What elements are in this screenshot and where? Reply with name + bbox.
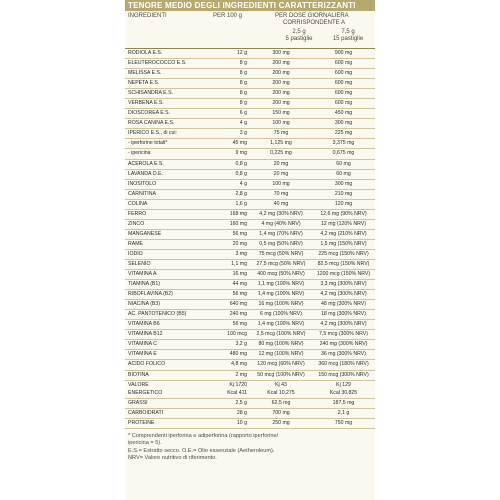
- ingredient-name: DIOSCOREA E.S.: [125, 109, 205, 119]
- header-ingredients: INGREDIENTI: [128, 13, 167, 19]
- per100-value: 3,2 g: [205, 340, 250, 350]
- ingredient-name: NIACINA (B3): [125, 300, 205, 310]
- ingredient-name: PROTEINE: [125, 418, 205, 428]
- ingredient-name: - ipericina: [125, 149, 205, 159]
- dose1-value: 200 mg: [250, 89, 312, 99]
- ingredient-name: ACEROLA E.S.: [125, 159, 205, 169]
- header-dose2-count: 15 pastiglie: [332, 36, 364, 42]
- ingredient-name: SELENIO: [125, 259, 205, 269]
- dose1-value: 50 mcg (100% NRV): [250, 370, 312, 380]
- dose2-value: 900 mg: [312, 49, 375, 59]
- dose2-value: 600 mg: [312, 89, 375, 99]
- per100-value: 10 g: [205, 418, 250, 428]
- dose1-value: 100 mg: [250, 119, 312, 129]
- dose2-value: 3,3 mg (300% NRV): [312, 280, 375, 290]
- ingredient-name: GRASSI: [125, 398, 205, 408]
- dose1-value: 20 mg: [250, 159, 312, 169]
- ingredient-name: MANGANESE: [125, 229, 205, 239]
- ingredient-name: ELEUTEROCOCCO E.S.: [125, 59, 205, 69]
- per100-value: 2,5 g: [205, 398, 250, 408]
- table-row: [125, 79, 375, 89]
- footnote-line: ipericina = 5).: [128, 440, 162, 447]
- table-row: [125, 199, 375, 209]
- per100-value: 3 mg: [205, 249, 250, 259]
- table-row: [125, 229, 375, 239]
- table-row: [125, 249, 375, 259]
- dose1-value: 2,5 mcg (100% NRV): [250, 330, 312, 340]
- table-row: [125, 209, 375, 219]
- dose2-value: 1200 mcg (150% NRV): [312, 270, 375, 280]
- header-dose2-amount: 7,5 g: [341, 29, 355, 35]
- per100-value: 8 g: [205, 99, 250, 109]
- dose1-value: 100 mg: [250, 179, 312, 189]
- ingredient-name: ROSA CANINA E.S.: [125, 119, 205, 129]
- table-row: [125, 149, 375, 159]
- table-row: [125, 119, 375, 129]
- per100-value: 4 g: [205, 179, 250, 189]
- ingredient-name: VITAMINA C: [125, 340, 205, 350]
- table-row: [125, 159, 375, 169]
- dose1-value: 6 mg (100% NRV): [250, 310, 312, 320]
- per100-value: 1,1 mg: [205, 259, 250, 269]
- ingredient-name: ACIDO FOLICO: [125, 360, 205, 370]
- per100-value: 20 mg: [205, 239, 250, 249]
- table-row: [125, 59, 375, 69]
- table-row: [125, 290, 375, 300]
- table-row: [125, 69, 375, 79]
- dose2-value: 225 mcg (150% NRV): [312, 249, 375, 259]
- ingredient-name: MELISSA E.S.: [125, 69, 205, 79]
- dose2-value: 600 mg: [312, 59, 375, 69]
- header-dose1-amount: 2,5 g: [292, 29, 306, 35]
- dose2-value: 82,5 mcg (150% NRV): [312, 259, 375, 269]
- dose2-value: 7,5 mcg (300% NRV): [312, 330, 375, 340]
- dose1-value: 4,2 mg (30% NRV): [250, 209, 312, 219]
- dose2-value: 600 mg: [312, 79, 375, 89]
- table-row: [125, 300, 375, 310]
- ingredient-name: RODIOLA E.S.: [125, 49, 205, 59]
- header-dose-line1: PER DOSE GIORNALIERA: [275, 13, 349, 19]
- dose2-value: 300 mg: [312, 119, 375, 129]
- table-row: [125, 418, 375, 428]
- footnote-line: NRV= Valore nutritivo di riferimento.: [128, 454, 217, 461]
- dose1-value: 40 mg: [250, 199, 312, 209]
- table-row: [125, 360, 375, 370]
- table-row: [125, 49, 375, 59]
- ingredient-name: VITAMINA B6: [125, 320, 205, 330]
- per100-value: 240 mg: [205, 310, 250, 320]
- energy-per100: Kj 1720 Kcal 411: [205, 380, 250, 398]
- ingredient-name: VERBENA E.S.: [125, 99, 205, 109]
- dose1-value: 0,5 mg (50% NRV): [250, 239, 312, 249]
- ingredient-name: TIAMINA (B1): [125, 280, 205, 290]
- per100-value: 16 mg: [205, 270, 250, 280]
- ingredient-name: IPERICO E.S., di cui:: [125, 129, 205, 139]
- dose1-value: 75 mcg (50% NRV): [250, 249, 312, 259]
- per100-value: 4 g: [205, 119, 250, 129]
- dose1-value: 300 mg: [250, 49, 312, 59]
- ingredient-name: LAVANDA O.E.: [125, 169, 205, 179]
- dose1-value: 400 mcg (50% NRV): [250, 270, 312, 280]
- dose2-value: 4,2 mg (300% NRV): [312, 320, 375, 330]
- header-per100: PER 100 g: [213, 13, 243, 19]
- dose2-value: 60 mg: [312, 159, 375, 169]
- ingredient-name: ZINCO: [125, 219, 205, 229]
- per100-value: 28 g: [205, 408, 250, 418]
- per100-value: 8 g: [205, 69, 250, 79]
- dose1-value: 1,1 mg (100% NRV): [250, 280, 312, 290]
- header-dose1-count: 5 pastiglie: [285, 36, 313, 42]
- dose2-value: 600 mg: [312, 69, 375, 79]
- header-dose-line2: CORRISPONDENTE A: [283, 20, 346, 26]
- dose1-value: 200 mg: [250, 69, 312, 79]
- dose2-value: 240 mg (300% NRV): [312, 340, 375, 350]
- dose1-value: 200 mg: [250, 99, 312, 109]
- dose2-value: 48 mg (300% NRV): [312, 300, 375, 310]
- per100-value: 9 mg: [205, 149, 250, 159]
- dose2-value: 12 mg (120% NRV): [312, 219, 375, 229]
- table-row: [125, 370, 375, 380]
- energy-name: VALORE ENERGETICO: [125, 380, 205, 398]
- footnotes: [125, 433, 375, 463]
- energy-dose2: Kj 129 Kcal 30,825: [312, 380, 375, 398]
- dose2-value: 4,2 mg (210% NRV): [312, 229, 375, 239]
- per100-value: 8 g: [205, 89, 250, 99]
- dose1-value: 70 mg: [250, 189, 312, 199]
- dose2-value: 300 mg: [312, 179, 375, 189]
- ingredient-name: COLINA: [125, 199, 205, 209]
- table-row: [125, 139, 375, 149]
- dose2-value: 750 mg: [312, 418, 375, 428]
- table-row: [125, 189, 375, 199]
- ingredient-name: AC. PANTOTENICO (B5): [125, 310, 205, 320]
- ingredient-name: RIBOFLAVINA (B2): [125, 290, 205, 300]
- dose1-value: 20 mg: [250, 169, 312, 179]
- ingredients-table: [125, 49, 375, 429]
- dose2-value: 120 mg: [312, 199, 375, 209]
- dose2-value: 3,375 mg: [312, 139, 375, 149]
- ingredient-name: VITAMINA E: [125, 350, 205, 360]
- dose1-value: 27,5 mcg (50% NRV): [250, 259, 312, 269]
- dose2-value: 360 mcg (180% NRV): [312, 360, 375, 370]
- dose1-value: 4 mg (40% NRV): [250, 219, 312, 229]
- ingredient-name: IODIO: [125, 249, 205, 259]
- per100-value: 12 g: [205, 49, 250, 59]
- table-row: [125, 340, 375, 350]
- per100-value: 56 mg: [205, 229, 250, 239]
- dose2-value: 600 mg: [312, 99, 375, 109]
- ingredient-name: VITAMINA A: [125, 270, 205, 280]
- dose1-value: 1,4 mg (70% NRV): [250, 229, 312, 239]
- ingredient-name: RAME: [125, 239, 205, 249]
- dose1-value: 12 mg (100% NRV): [250, 350, 312, 360]
- ingredient-name: VITAMINA B12: [125, 330, 205, 340]
- dose2-value: 0,675 mg: [312, 149, 375, 159]
- footnote-line: E.S.= Estratto secco. O.E.= Olio essenziale (Aetheroleum).: [128, 447, 275, 454]
- per100-value: 45 mg: [205, 139, 250, 149]
- dose1-value: 200 mg: [250, 59, 312, 69]
- dose2-value: 18 mg (300% NRV): [312, 310, 375, 320]
- dose2-value: 225 mg: [312, 129, 375, 139]
- ingredient-name: - iperforine totali*: [125, 139, 205, 149]
- per100-value: 56 mg: [205, 320, 250, 330]
- table-row: [125, 310, 375, 320]
- dose2-value: 60 mg: [312, 169, 375, 179]
- per100-value: 2,8 g: [205, 189, 250, 199]
- per100-value: 0,8 g: [205, 169, 250, 179]
- dose1-value: 62,5 mg: [250, 398, 312, 408]
- table-row: [125, 408, 375, 418]
- table-row: [125, 129, 375, 139]
- dose1-value: 700 mg: [250, 408, 312, 418]
- dose2-value: 12,6 mg (90% NRV): [312, 209, 375, 219]
- dose1-value: 200 mg: [250, 79, 312, 89]
- table-row: [125, 320, 375, 330]
- per100-value: 8 g: [205, 79, 250, 89]
- table-row: [125, 109, 375, 119]
- per100-value: 480 mg: [205, 350, 250, 360]
- ingredient-name: CARNITINA: [125, 189, 205, 199]
- table-row: [125, 99, 375, 109]
- per100-value: 1,6 g: [205, 199, 250, 209]
- dose1-value: 150 mg: [250, 109, 312, 119]
- dose2-value: 1,5 mg (150% NRV): [312, 239, 375, 249]
- per100-value: 0,8 g: [205, 159, 250, 169]
- table-row: [125, 219, 375, 229]
- table-row: [125, 169, 375, 179]
- ingredient-name: SCHISANDRA E.S.: [125, 89, 205, 99]
- table-row: [125, 398, 375, 408]
- table-row-energy: [125, 380, 375, 398]
- dose1-value: 16 mg (100% NRV): [250, 300, 312, 310]
- table-row: [125, 259, 375, 269]
- dose2-value: 150 mcg (300% NRV): [312, 370, 375, 380]
- dose2-value: 450 mg: [312, 109, 375, 119]
- ingredient-name: NEPETA E.S.: [125, 79, 205, 89]
- dose2-value: 187,5 mg: [312, 398, 375, 408]
- dose1-value: 0,225 mg: [250, 149, 312, 159]
- table-title: TENORE MEDIO DEGLI INGREDIENTI CARATTERIZZANTI: [125, 0, 375, 11]
- ingredient-name: BIOTINA: [125, 370, 205, 380]
- table-row: [125, 239, 375, 249]
- dose1-value: 1,4 mg (100% NRV): [250, 320, 312, 330]
- nutrition-label: [125, 0, 375, 500]
- ingredient-name: CARBOIDRATI: [125, 408, 205, 418]
- dose1-value: 250 mg: [250, 418, 312, 428]
- dose1-value: 1,125 mg: [250, 139, 312, 149]
- per100-value: 8 g: [205, 59, 250, 69]
- per100-value: 160 mg: [205, 219, 250, 229]
- per100-value: 2 mg: [205, 370, 250, 380]
- dose2-value: 4,2 mg (300% NRV): [312, 290, 375, 300]
- per100-value: 56 mg: [205, 290, 250, 300]
- table-row: [125, 330, 375, 340]
- dose2-value: 210 mg: [312, 189, 375, 199]
- per100-value: 100 mcg: [205, 330, 250, 340]
- table-row: [125, 270, 375, 280]
- dose1-value: 75 mg: [250, 129, 312, 139]
- energy-dose1: Kj 43 Kcal 10,275: [250, 380, 312, 398]
- dose1-value: 120 mcg (60% NRV): [250, 360, 312, 370]
- per100-value: 6 g: [205, 109, 250, 119]
- dose1-value: 1,4 mg (100% NRV): [250, 290, 312, 300]
- per100-value: 640 mg: [205, 300, 250, 310]
- per100-value: 4,8 mg: [205, 360, 250, 370]
- footnote-line: * Comprendenti iperforina e adiperforina (rapporto iperforine/: [128, 432, 279, 439]
- per100-value: 44 mg: [205, 280, 250, 290]
- table-row: [125, 350, 375, 360]
- table-row: [125, 89, 375, 99]
- table-header: [125, 11, 375, 49]
- table-row: [125, 179, 375, 189]
- dose2-value: 36 mg (300% NRV): [312, 350, 375, 360]
- dose1-value: 80 mg (100% NRV): [250, 340, 312, 350]
- ingredient-name: INOSITOLO: [125, 179, 205, 189]
- per100-value: 3 g: [205, 129, 250, 139]
- ingredient-name: FERRO: [125, 209, 205, 219]
- table-row: [125, 280, 375, 290]
- per100-value: 168 mg: [205, 209, 250, 219]
- dose2-value: 2,1 g: [312, 408, 375, 418]
